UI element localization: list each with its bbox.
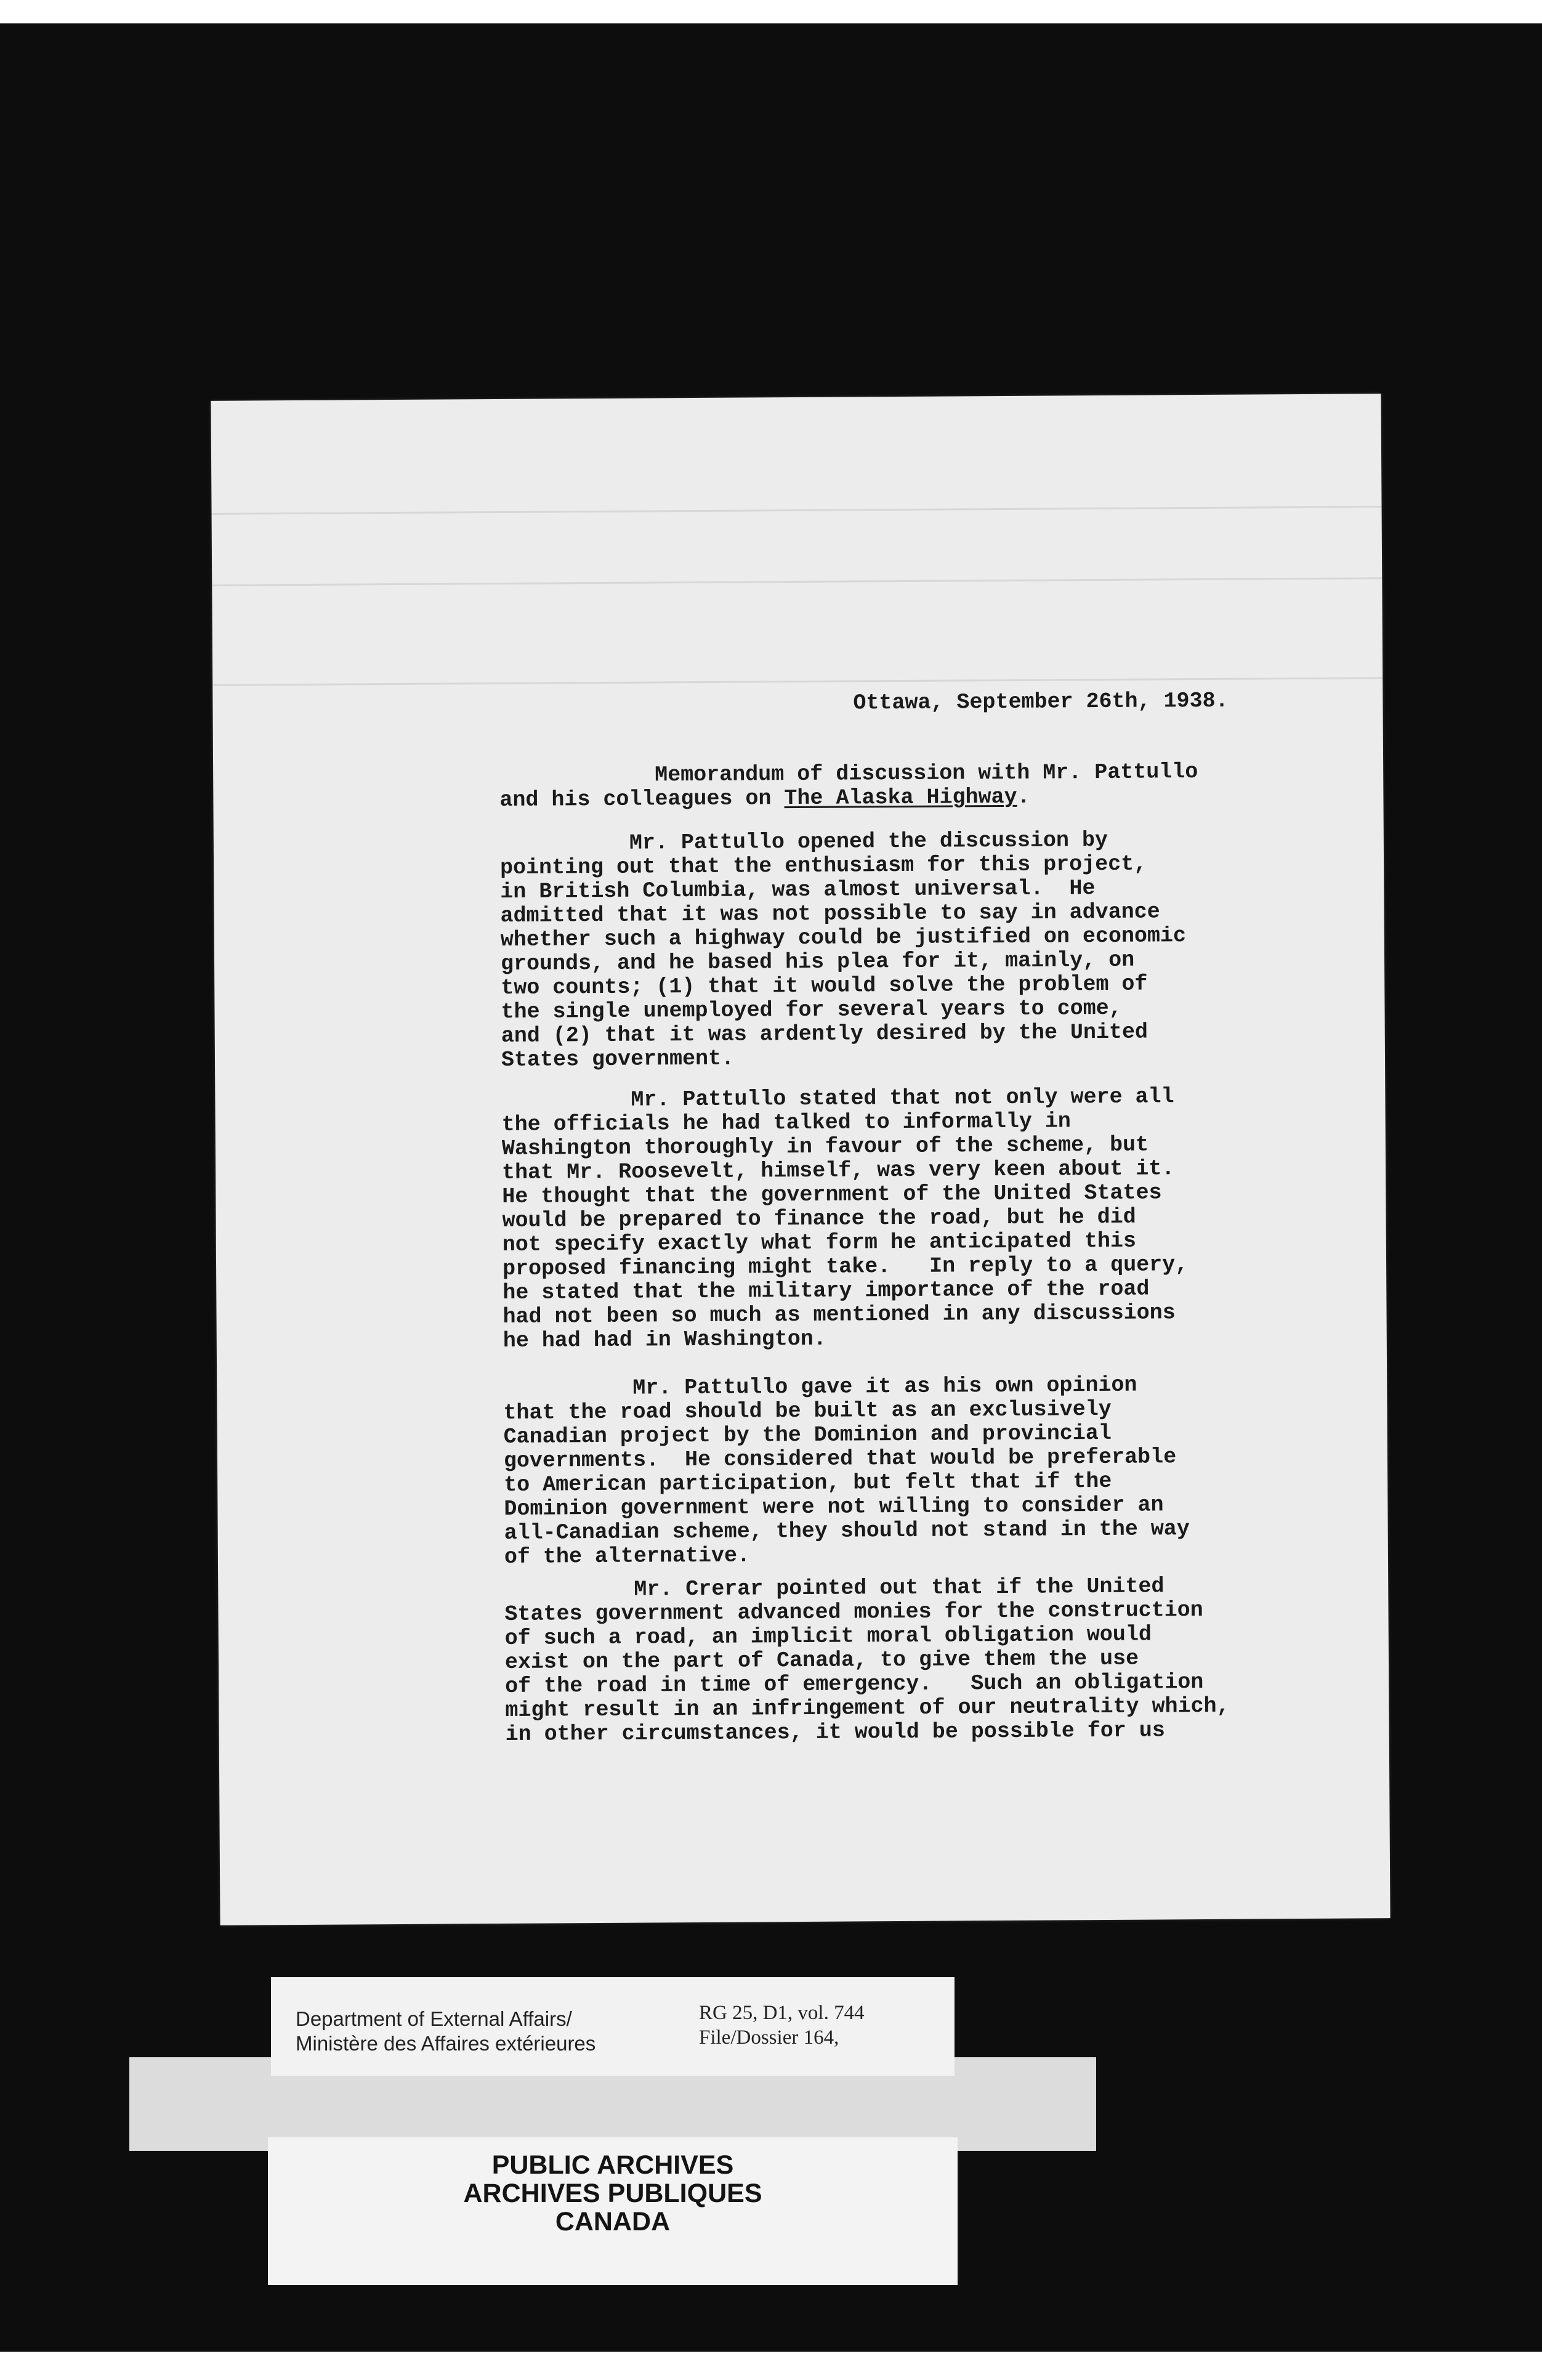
memo-intro: Memorandum of discussion with Mr. Pattullo — [655, 759, 1198, 788]
paragraph-3: Mr. Pattullo gave it as his own opinion that the road should be built as an exclusively Canadian project by the Dominion and provincial governments. He considered that would be preferable to American participation, but felt that if the Dominion government were not willing to consider an all-Canadian scheme, they should not stand in the way of the alternative. — [503, 1372, 1190, 1569]
page-fold-line — [212, 577, 1382, 586]
paragraph-4: Mr. Crerar pointed out that if the United States government advanced monies for the construction of such a road, an implicit moral obligation would exist on the part of Canada, to give them the use of the road in time of emergency. Such an obligation might result in an infringement of our neutrality which, in other circumstances, it would be possible for us — [504, 1574, 1230, 1747]
memo-line2-prefix: and his colleagues on — [499, 786, 785, 812]
archives-stamp — [268, 2151, 958, 2236]
memo-subject: The Alaska Highway — [784, 784, 1017, 811]
page-fold-line — [212, 677, 1383, 686]
page-fold-line — [212, 506, 1382, 515]
department-name-fr: Ministère des Affaires extérieures — [296, 2032, 596, 2055]
archive-reference-card — [271, 1977, 955, 2076]
file-reference — [699, 2001, 865, 2050]
memo-heading — [499, 760, 1198, 812]
stamp-line-en: PUBLIC ARCHIVES — [491, 2150, 734, 2180]
record-group: RG 25, D1, vol. 744 — [699, 2002, 865, 2024]
department-name-en: Department of External Affairs/ — [296, 2007, 572, 2030]
paragraph-2: Mr. Pattullo stated that not only were all the officials he had talked to informally in Washington thoroughly in favour of the scheme, but that Mr. Roosevelt, himself, was very keen about it. He thought that the government of the United States would be prepared to finance the road, but he did not specify exactly what form he anticipated this proposed financing might take. In reply to a query, he stated that the military importance of the road had not been so much as mentioned in any discussions he had had in Washington. — [501, 1084, 1189, 1353]
dateline: Ottawa, September 26th, 1938. — [853, 688, 1229, 716]
file-number: File/Dossier 164, — [699, 2026, 839, 2049]
memo-line2-suffix: . — [1017, 784, 1030, 809]
memorandum-page — [211, 394, 1390, 1925]
stamp-line-country: CANADA — [555, 2207, 671, 2236]
stamp-line-fr: ARCHIVES PUBLIQUES — [463, 2179, 762, 2208]
paragraph-1: Mr. Pattullo opened the discussion by pointing out that the enthusiasm for this project, in British Columbia, was almost universal. He admitted that it was not possible to say in advance whether such a highway could be justified on economic grounds, and he based his plea for it, mainly, on two counts; (1) that it would solve the problem of the single unemployed for several years to come, and (2) that it was ardently desired by the United States government. — [499, 827, 1187, 1072]
department-label — [296, 2007, 595, 2056]
